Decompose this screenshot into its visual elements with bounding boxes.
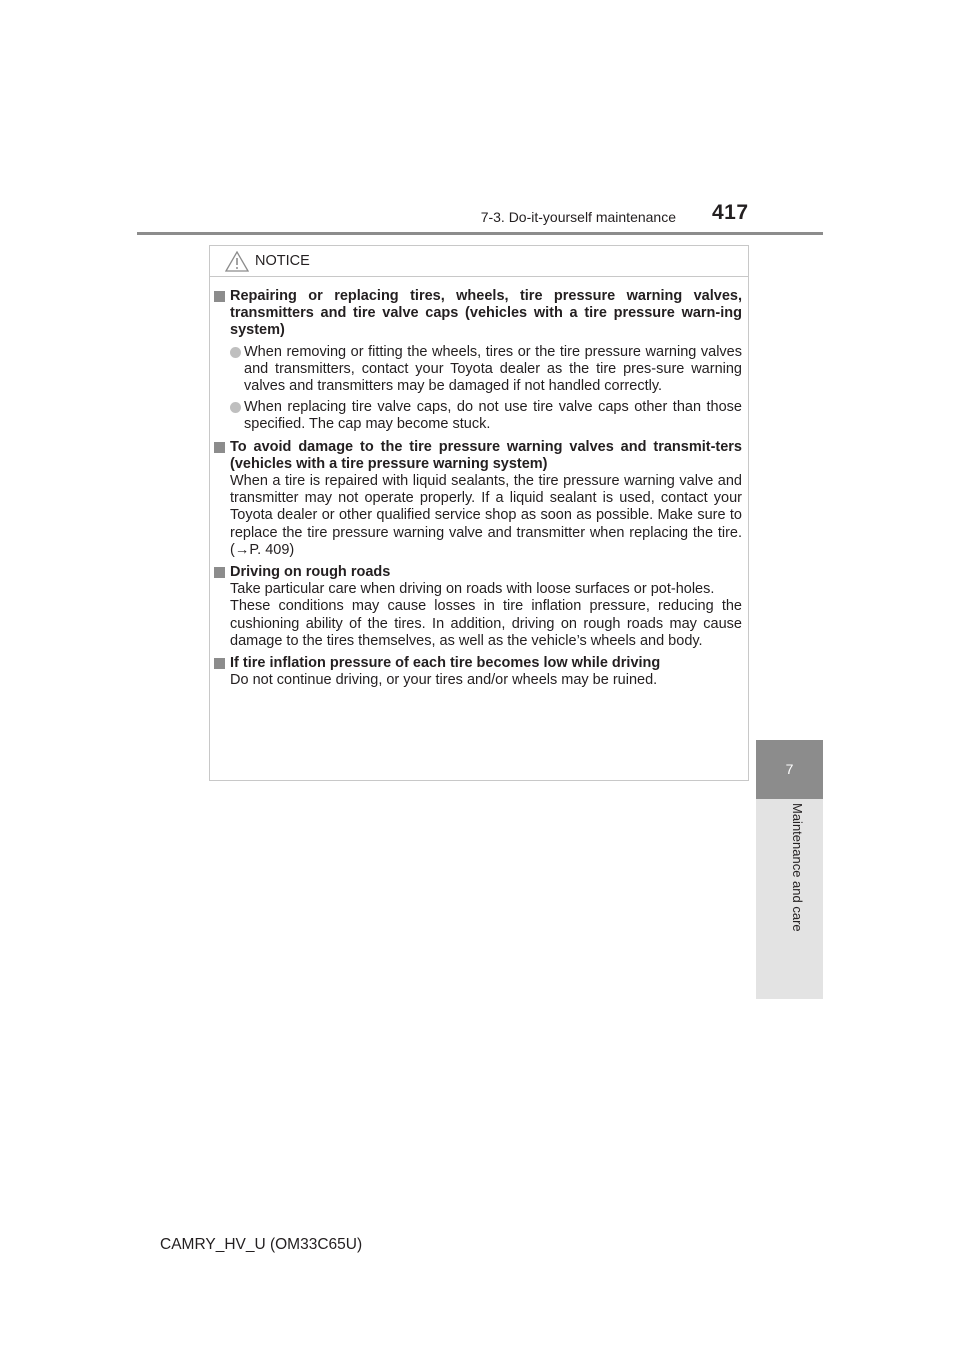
notice-item-tire-replacement <box>210 288 748 434</box>
sub-item <box>230 399 742 433</box>
manual-code: CAMRY_HV_U (OM33C65U) <box>160 1236 363 1253</box>
square-bullet-icon <box>214 442 225 453</box>
item-title: Repairing or replacing tires, wheels, tire pressure warning valves, transmitters and tire valve caps (vehicles with a tire pressure warn-ing system) <box>230 288 742 339</box>
notice-header <box>210 246 748 277</box>
notice-label: NOTICE <box>255 253 310 269</box>
item-title: To avoid damage to the tire pressure warning valves and transmit-ters (vehicles with a tire pressure warning system) <box>230 438 742 472</box>
section-title: 7-3. Do-it-yourself maintenance <box>480 209 676 225</box>
page-number: 417 <box>712 201 749 224</box>
notice-item-avoid-damage <box>210 439 748 559</box>
item-text: Do not continue driving, or your tires and/or wheels may be ruined. <box>230 672 658 689</box>
item-text: These conditions may cause losses in tire inflation pressure, reducing the cushioning ability of the tires. In addition, driving on rough roads may cause damage to the tires themselves, as well as the vehicle’s wheels and body. <box>230 598 742 649</box>
item-title: If tire inflation pressure of each tire becomes low while driving <box>230 655 661 672</box>
notice-item-low-pressure <box>210 655 748 689</box>
square-bullet-icon <box>214 658 225 669</box>
item-title: Driving on rough roads <box>230 564 391 581</box>
sub-item-text: When removing or fitting the wheels, tires or the tire pressure warning valves and transmitters, contact your Toyota dealer as the tire pres-sure warning valves and transmitters may be damaged if not handled correctly. <box>244 343 742 395</box>
chapter-tab-number: 7 <box>756 740 823 799</box>
notice-body <box>210 288 748 694</box>
square-bullet-icon <box>214 291 225 302</box>
warning-triangle-icon <box>225 251 249 272</box>
square-bullet-icon <box>214 567 225 578</box>
sub-item <box>230 344 742 396</box>
header-divider <box>137 232 823 235</box>
notice-item-rough-roads <box>210 564 748 650</box>
notice-box <box>209 245 749 781</box>
circle-bullet-icon <box>230 347 241 358</box>
item-text: When a tire is repaired with liquid sealants, the tire pressure warning valve and transmitter may not operate properly. If a liquid sealant is used, contact your Toyota dealer or other qualified service shop as soon as possible. Make sure to replace the tire pressure warning valve and transmitter when replacing the tire. (→P. 409) <box>230 473 742 558</box>
sub-item-text: When replacing tire valve caps, do not use tire valve caps other than those specified. The cap may become stuck. <box>244 399 742 433</box>
item-text: Take particular care when driving on roads with loose surfaces or pot-holes. <box>230 581 715 598</box>
circle-bullet-icon <box>230 402 241 413</box>
chapter-tab-label: Maintenance and care <box>790 803 805 932</box>
